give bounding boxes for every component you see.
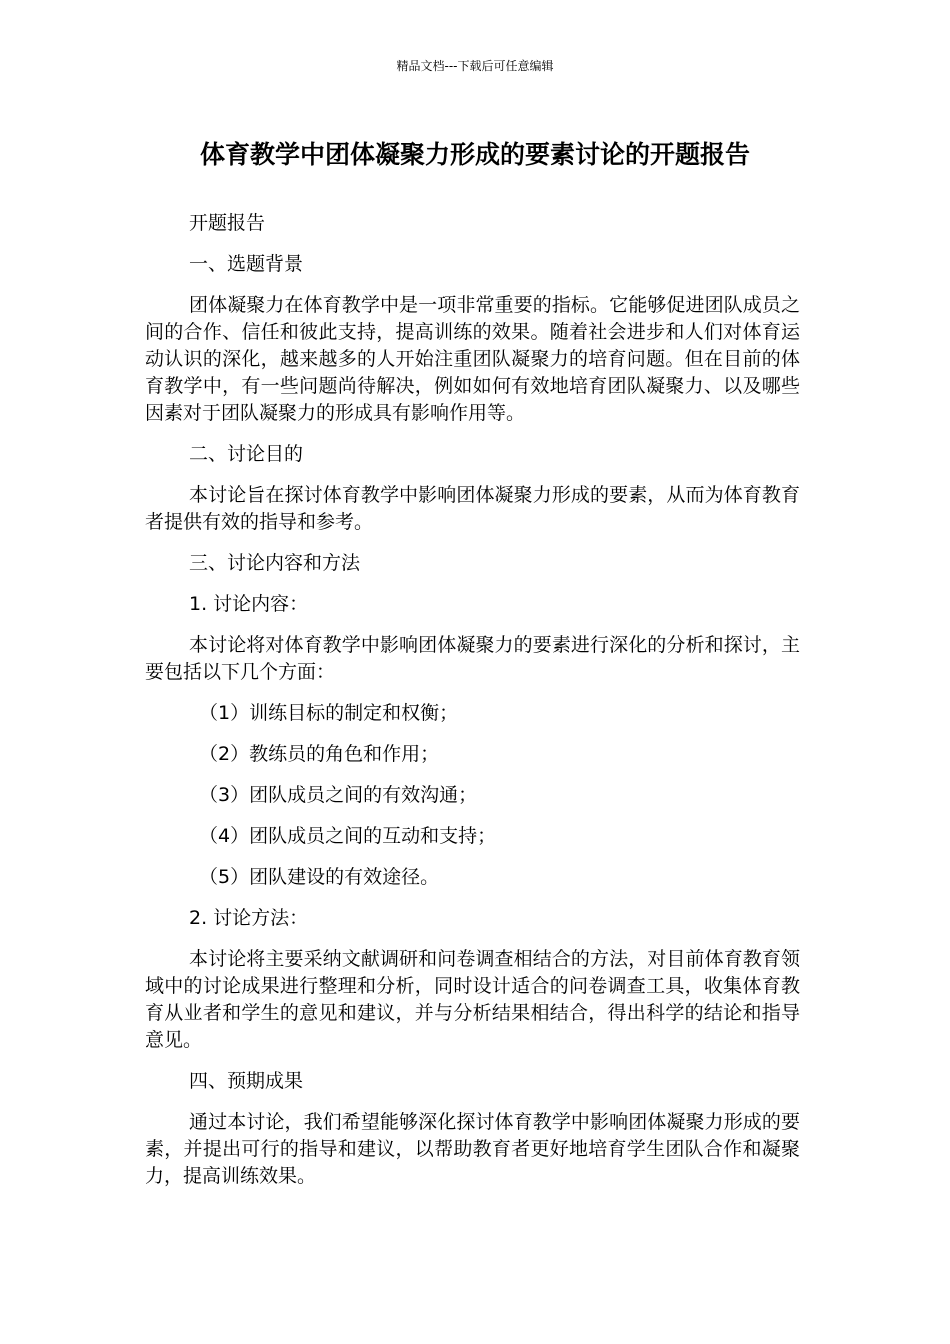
- body-paragraph-method: 本讨论将主要采纳文献调研和问卷调查相结合的方法，对目前体育教育领域中的讨论成果进行整理和分析，同时设计适合的问卷调查工具，收集体育教育从业者和学生的意见和建议，并与分析结果相结合，得出科学的结论和指导意见。: [145, 948, 800, 1051]
- body-paragraph-expected-results: 通过本讨论，我们希望能够深化探讨体育教学中影响团体凝聚力形成的要素，并提出可行的指导和建议，以帮助教育者更好地培育学生团队合作和凝聚力，提高训练效果。: [145, 1111, 800, 1187]
- page-header-watermark: 精品文档---下载后可任意编辑: [396, 59, 554, 73]
- body-paragraph-content: 本讨论将对体育教学中影响团体凝聚力的要素进行深化的分析和探讨，主要包括以下几个方面：: [145, 634, 800, 683]
- document-body: [145, 210, 800, 1190]
- section-heading-background: 一、选题背景: [189, 253, 304, 275]
- list-item: （1）训练目标的制定和权衡；: [199, 702, 459, 724]
- section-heading-purpose: 二、讨论目的: [189, 443, 304, 465]
- body-paragraph-purpose: 本讨论旨在探讨体育教学中影响团体凝聚力形成的要素，从而为体育教育者提供有效的指导和参考。: [145, 484, 800, 533]
- document-title: 体育教学中团体凝聚力形成的要素讨论的开题报告: [199, 140, 750, 169]
- list-item: （2）教练员的角色和作用；: [199, 743, 440, 765]
- subheading-content: 1. 讨论内容：: [189, 593, 309, 615]
- list-item: （5）团队建设的有效途径。: [199, 866, 440, 888]
- section-heading-content-method: 三、讨论内容和方法: [189, 552, 361, 574]
- section-heading-expected-results: 四、预期成果: [189, 1070, 304, 1092]
- body-paragraph-background: 团体凝聚力在体育教学中是一项非常重要的指标。它能够促进团队成员之间的合作、信任和彼此支持，提高训练的效果。随着社会进步和人们对体育运动认识的深化，越来越多的人开始注重团队凝聚力的培育问题。但在目前的体育教学中，有一些问题尚待解决，例如如何有效地培育团队凝聚力、以及哪些因素对于团队凝聚力的形成具有影响作用等。: [145, 294, 800, 424]
- subheading-method: 2. 讨论方法：: [189, 907, 309, 929]
- report-label: 开题报告: [189, 212, 266, 234]
- list-item: （4）团队成员之间的互动和支持；: [199, 825, 497, 847]
- list-item: （3）团队成员之间的有效沟通；: [199, 784, 478, 806]
